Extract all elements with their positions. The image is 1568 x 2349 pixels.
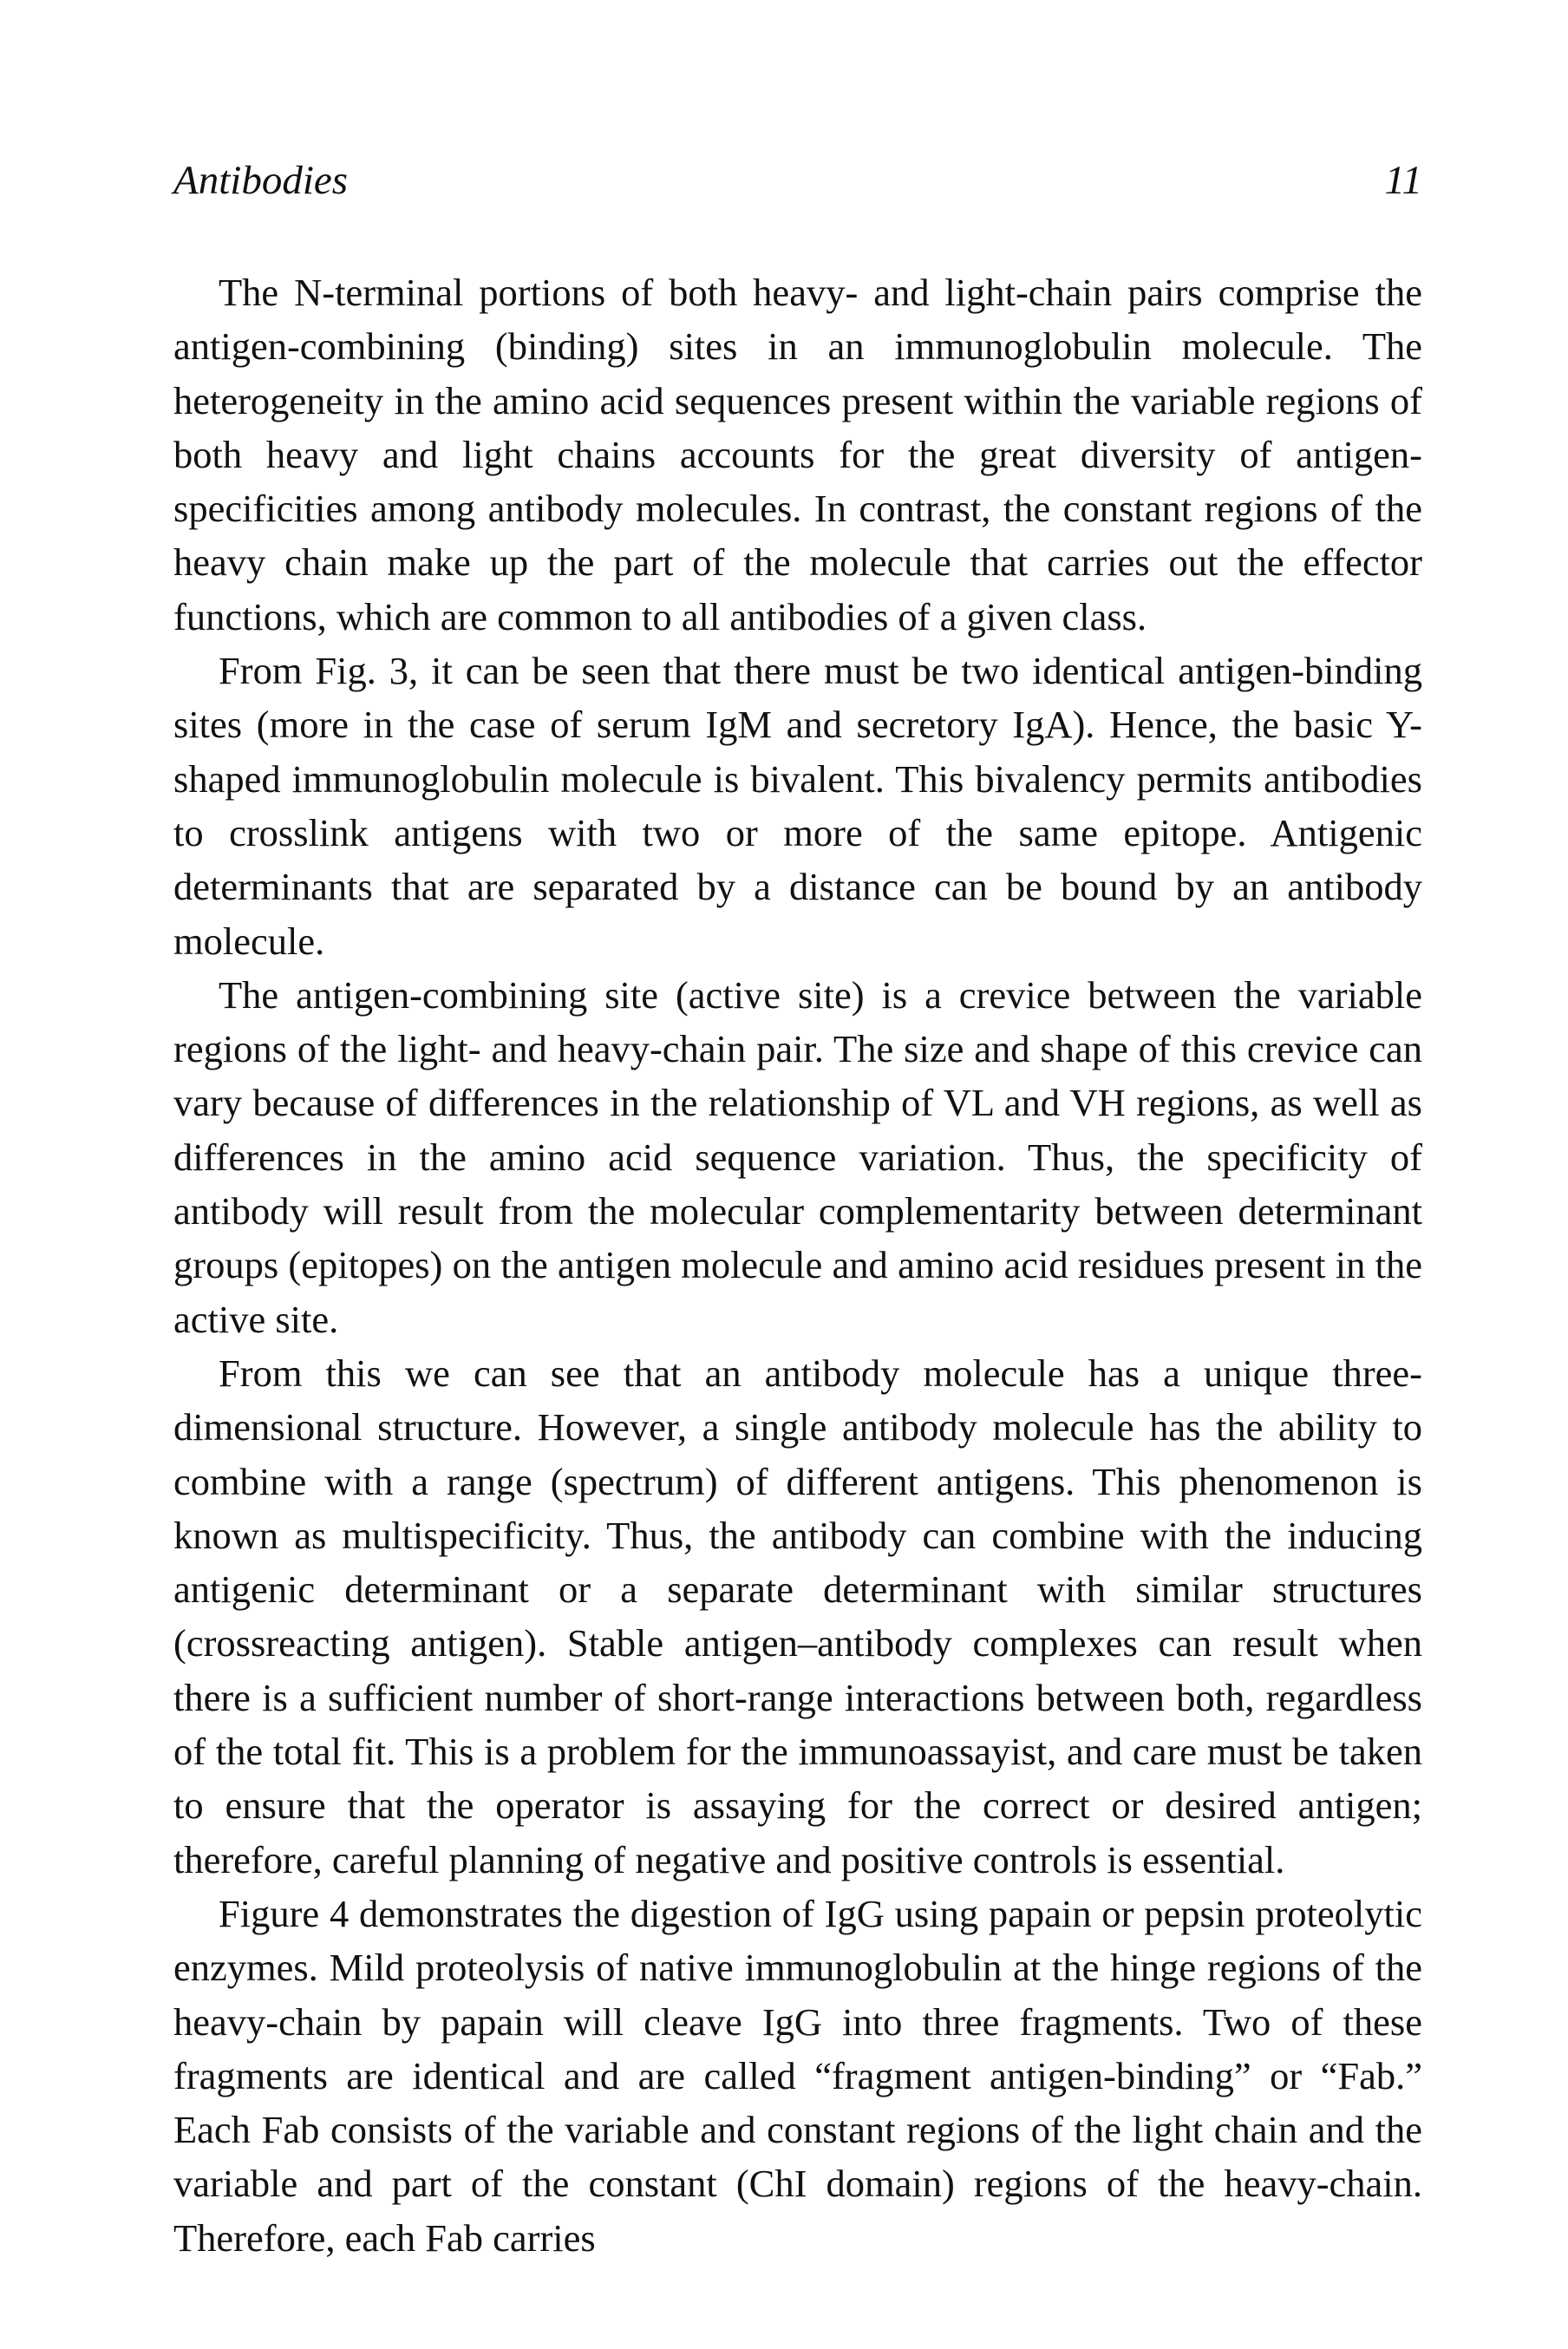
body-text bbox=[173, 265, 1422, 2265]
running-title: Antibodies bbox=[173, 158, 349, 203]
paragraph-antigen-binding-sites: The N-terminal portions of both heavy- and light-chain pairs comprise the antigen-combining (binding) sites in an immunoglobulin molecule. The heterogeneity in the amino acid sequences present within the variable regions of both heavy and light chains accounts for the great diversity of antigen-specificities among antibody molecules. In contrast, the constant regions of the heavy chain make up the part of the molecule that carries out the effector functions, which are common to all antibodies of a given class. bbox=[173, 271, 1422, 638]
page-header bbox=[173, 154, 1422, 206]
paragraph-bivalency: From Fig. 3, it can be seen that there must be two identical antigen-binding sites (more in the case of serum IgM and secretory IgA). Hence, the basic Y-shaped immunoglobulin molecule is bivalent. This bivalency permits antibodies to crosslink antigens with two or more of the same epitope. Antigenic determinants that are separated by a distance can be bound by an antibody molecule. bbox=[173, 649, 1422, 963]
page-number: 11 bbox=[1384, 158, 1422, 203]
paragraph-multispecificity: From this we can see that an antibody molecule has a unique three-dimensional structure. However, a single antibody molecule has the ability to combine with a range (spectrum) of different antigens. This phenomenon is known as multispecificity. Thus, the antibody can combine with the inducing antigenic determinant or a separate determinant with similar structures (crossreacting antigen). Stable antigen–antibody complexes can result when there is a sufficient number of short-range interactions between both, regardless of the total fit. This is a problem for the immunoassayist, and care must be taken to ensure that the operator is assaying for the correct or desired antigen; therefore, careful planning of negative and positive controls is essential. bbox=[173, 1351, 1422, 1881]
paragraph-igg-digestion: Figure 4 demonstrates the digestion of IgG using papain or pepsin proteolytic enzymes. Mild proteolysis of native immunoglobulin at the hinge regions of the heavy-chain by papain will cleave IgG into three fragments. Two of these fragments are identical and are called “fragment antigen-binding” or “Fab.” Each Fab consists of the variable and constant regions of the light chain and the variable and part of the constant (ChI domain) regions of the heavy-chain. Therefore, each Fab carries bbox=[173, 1891, 1422, 2260]
paragraph-active-site: The antigen-combining site (active site) is a crevice between the variable regions of the light- and heavy-chain pair. The size and shape of this crevice can vary because of differences in the relationship of VL and VH regions, as well as differences in the amino acid sequence variation. Thus, the specificity of antibody will result from the molecular complementarity between determinant groups (epitopes) on the antigen molecule and amino acid residues present in the active site. bbox=[173, 972, 1422, 1341]
